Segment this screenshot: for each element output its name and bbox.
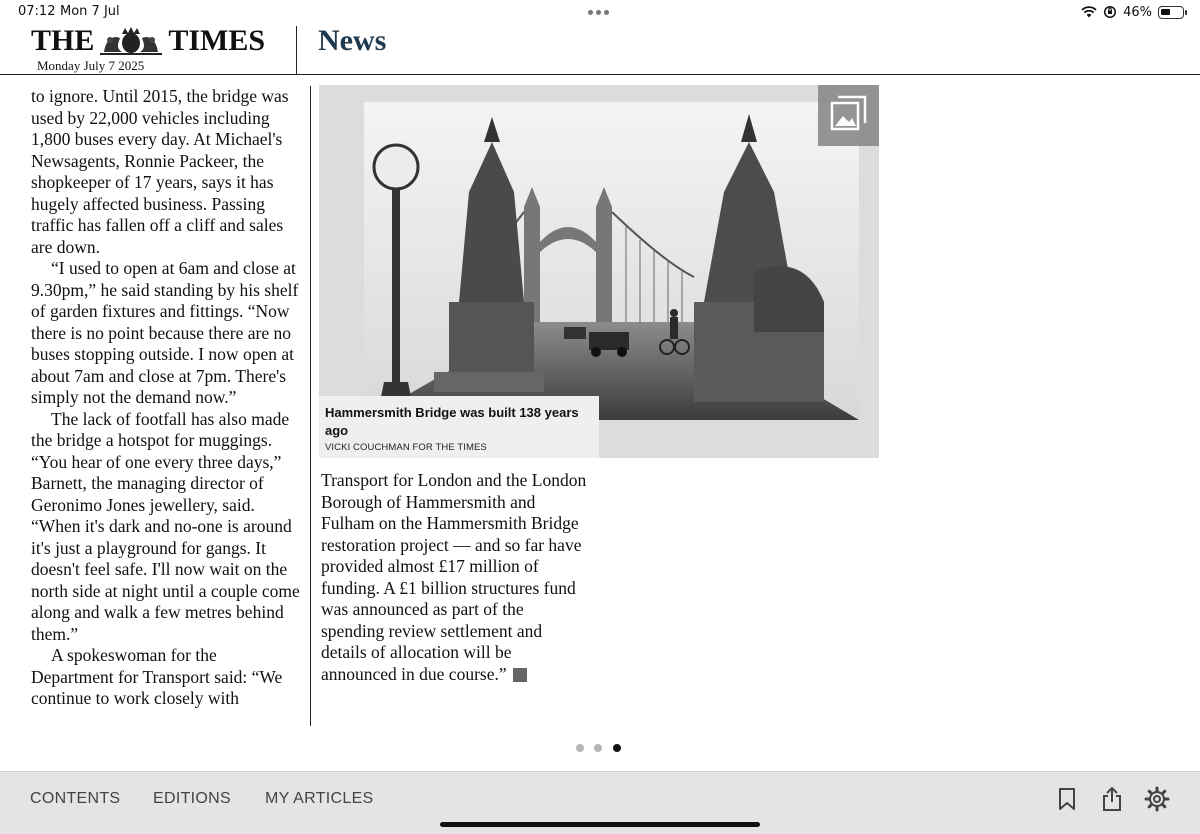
article-paragraph: A spokeswoman for the Department for Transport said: “We continue to work closely with (31, 645, 283, 708)
wifi-icon (1081, 6, 1097, 18)
page-indicator[interactable] (576, 744, 626, 752)
article-paragraph: to ignore. Until 2015, the bridge was used by 22,000 vehicles including 1,800 buses every day. At Michael's Newsagents, Ronnie Packeer, the shopkeeper of 17 years, says it has hugely affected business. Passing traffic has fallen off a cliff and sales are down. (31, 86, 289, 257)
page-dot[interactable] (594, 744, 602, 752)
status-bar (0, 0, 1200, 24)
battery-percentage: 46% (1123, 4, 1152, 20)
settings-icon[interactable] (1144, 786, 1170, 812)
gallery-button[interactable] (818, 85, 879, 146)
masthead-divider (296, 26, 297, 74)
image-caption (319, 396, 599, 458)
masthead (0, 24, 1200, 75)
royal-crest-icon (96, 26, 166, 56)
battery-icon (1158, 6, 1184, 19)
page-dot-active[interactable] (613, 744, 621, 752)
bookmark-icon[interactable] (1054, 786, 1080, 812)
editions-button[interactable]: EDITIONS (153, 790, 231, 807)
article-column-left (31, 86, 301, 710)
caption-text: Hammersmith Bridge was built 138 years ago (325, 405, 579, 438)
status-indicators (1081, 3, 1184, 21)
column-divider (310, 86, 311, 726)
status-date: Mon 7 Jul (60, 4, 120, 19)
publication-date: Monday July 7 2025 (37, 58, 145, 73)
page-dot[interactable] (576, 744, 584, 752)
section-title: News (318, 24, 387, 57)
article-paragraph: The lack of footfall has also made the bridge a hotspot for muggings. “You hear of one every three days,” Barnett, the managing director of Geronimo Jones jewellery, said. “When it's dark and no-one is around it's just a playground for gangs. It doesn't feel safe. I'll now wait on the north side at night until a couple come along and walk a few metres behind them.” (31, 408, 300, 644)
multitasking-dots-icon[interactable] (588, 10, 612, 14)
gallery-icon (818, 85, 879, 146)
article-figure[interactable] (319, 85, 879, 458)
article-paragraph: Transport for London and the London Borough of Hammersmith and Fulham on the Hammersmith Bridge restoration project — and so far have provided almost £17 million of funding. A £1 billion structures fund was announced as part of the spending review settlement and details of allocation will be announced in due course.” (321, 470, 587, 684)
end-of-article-icon (513, 668, 527, 682)
article-column-middle (321, 470, 591, 685)
hammersmith-bridge-photo (364, 102, 859, 420)
my-articles-button[interactable]: MY ARTICLES (265, 790, 374, 807)
bottom-toolbar (0, 771, 1200, 834)
article-paragraph: “I used to open at 6am and close at 9.30pm,” he said standing by his shelf of garden fixtures and fittings. “Now there is no point because there are no buses stopping outside. I now open at about 7am and close at 7pm. There's simply not the demand now.” (31, 258, 299, 407)
share-icon[interactable] (1099, 786, 1125, 812)
home-indicator[interactable] (440, 822, 760, 827)
orientation-lock-icon (1103, 5, 1117, 19)
times-logo[interactable] (31, 26, 265, 56)
logo-text-left: THE (31, 24, 95, 57)
contents-button[interactable]: CONTENTS (30, 790, 121, 807)
status-time: 07:12 (18, 4, 56, 19)
logo-text-right: TIMES (168, 24, 266, 57)
photo-credit: VICKI COUCHMAN FOR THE TIMES (325, 442, 487, 453)
